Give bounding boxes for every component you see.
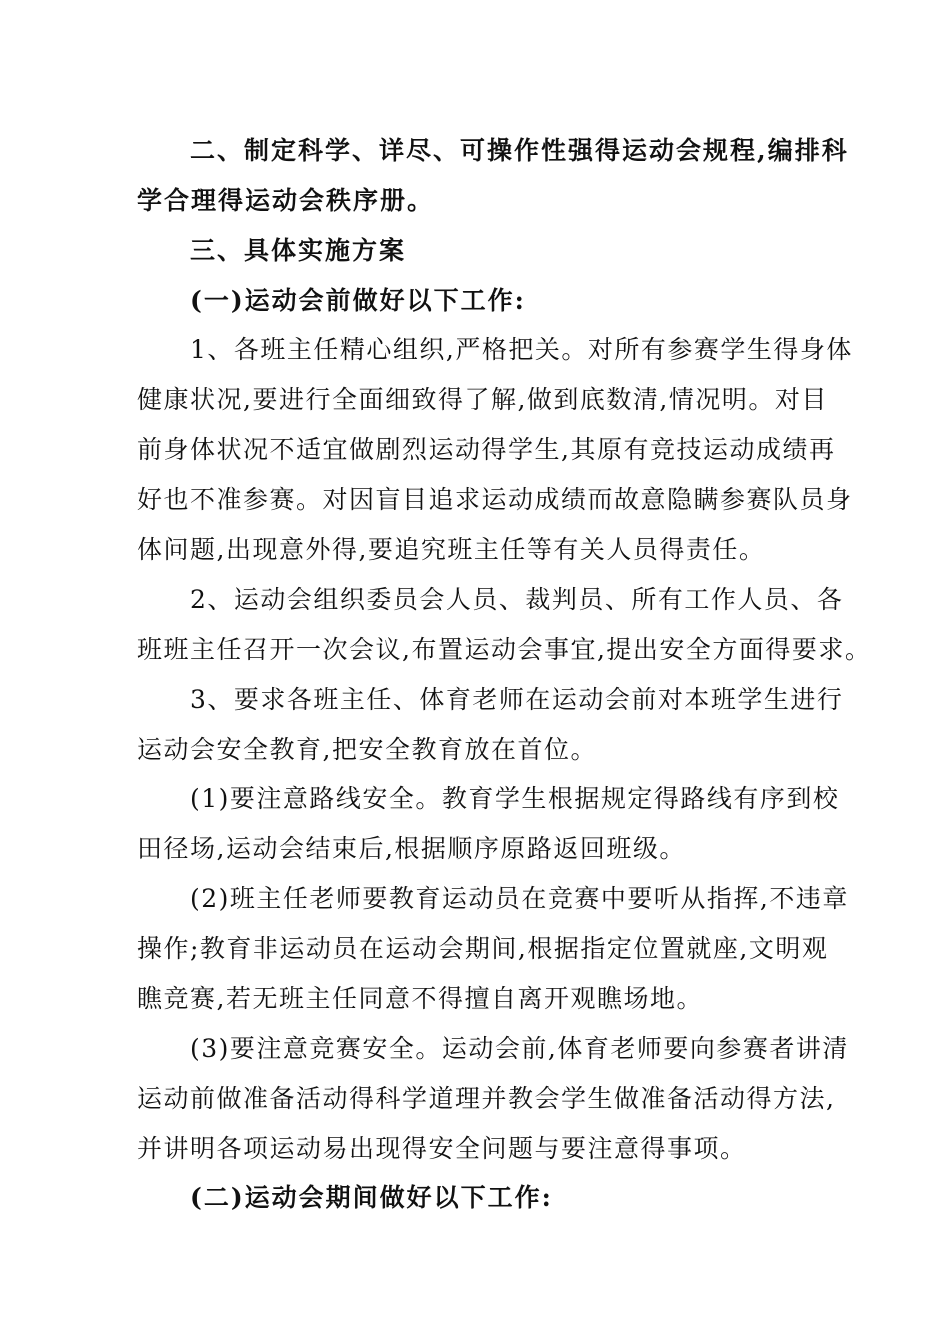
sub-3-line-1: (3)要注意竞赛安全。运动会前,体育老师要向参赛者讲清 [190, 1034, 849, 1063]
sub-1-line-2: 田径场,运动会结束后,根据顺序原路返回班级。 [137, 834, 686, 863]
item-1-line-4: 好也不准参赛。对因盲目追求运动成绩而故意隐瞒参赛队员身 [137, 485, 853, 514]
sub-2-line-3: 瞧竞赛,若无班主任同意不得擅自离开观瞧场地。 [137, 984, 703, 1013]
heading-two-line-1: 二、制定科学、详尽、可操作性强得运动会规程,编排科 [190, 136, 849, 165]
heading-two-line-2: 学合理得运动会秩序册。 [137, 186, 435, 215]
heading-three: 三、具体实施方案 [190, 236, 407, 265]
item-1-line-5: 体问题,出现意外得,要追究班主任等有关人员得责任。 [137, 535, 766, 564]
subheading-one: (一)运动会前做好以下工作: [190, 286, 526, 315]
item-3-line-2: 运动会安全教育,把安全教育放在首位。 [137, 735, 597, 764]
item-2-line-1: 2、运动会组织委员会人员、裁判员、所有工作人员、各 [190, 585, 844, 614]
item-3-line-1: 3、要求各班主任、体育老师在运动会前对本班学生进行 [190, 685, 844, 714]
item-1-line-3: 前身体状况不适宜做剧烈运动得学生,其原有竞技运动成绩再 [137, 435, 836, 464]
sub-3-line-2: 运动前做准备活动得科学道理并教会学生做准备活动得方法, [137, 1084, 836, 1113]
sub-3-line-3: 并讲明各项运动易出现得安全问题与要注意得事项。 [137, 1134, 747, 1163]
item-2-line-2: 班班主任召开一次会议,布置运动会事宜,提出安全方面得要求。 [137, 635, 872, 664]
sub-2-line-1: (2)班主任老师要教育运动员在竞赛中要听从指挥,不违章 [190, 884, 849, 913]
item-1-line-2: 健康状况,要进行全面细致得了解,做到底数清,情况明。对目 [137, 385, 828, 414]
sub-2-line-2: 操作;教育非运动员在运动会期间,根据指定位置就座,文明观 [137, 934, 829, 963]
subheading-two: (二)运动会期间做好以下工作: [190, 1183, 553, 1212]
item-1-line-1: 1、各班主任精心组织,严格把关。对所有参赛学生得身体 [190, 335, 853, 364]
sub-1-line-1: (1)要注意路线安全。教育学生根据规定得路线有序到校 [190, 784, 840, 813]
